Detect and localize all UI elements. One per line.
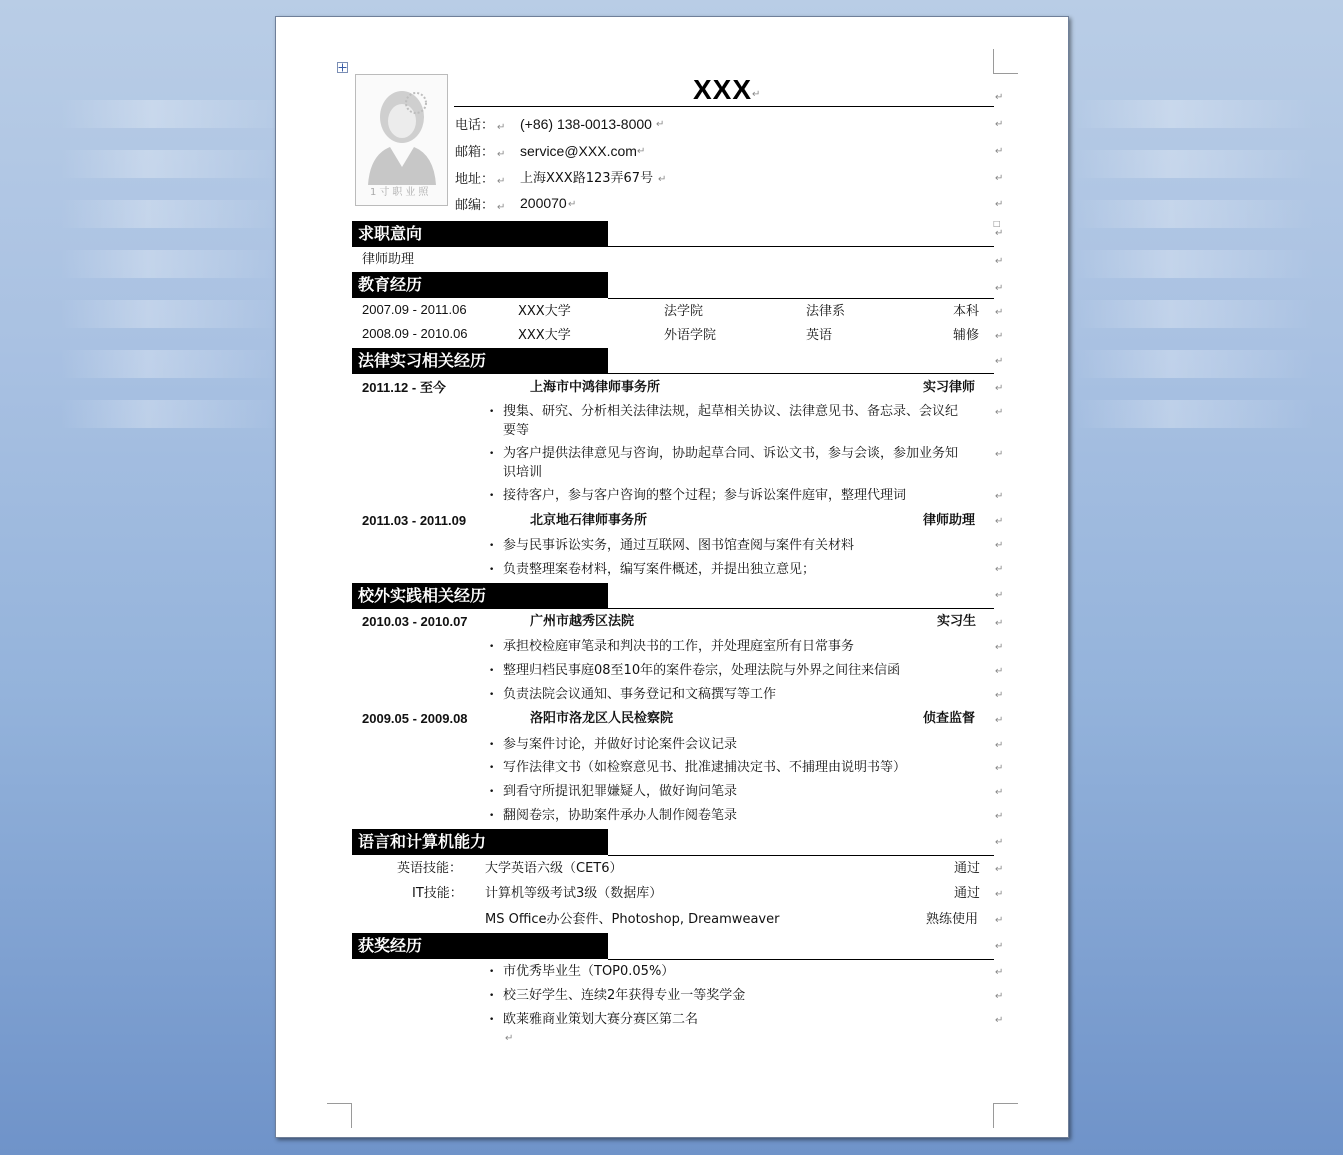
- row-end-mark: ↵: [995, 564, 1004, 575]
- job-item: 参与案件讨论，并做好讨论案件会议记录: [503, 737, 738, 752]
- bullet-icon: •: [489, 991, 495, 1001]
- job-item: 为客户提供法律意见与咨询，协助起草合同、诉讼文书，参与会谈，参加业务知: [503, 446, 959, 461]
- edu-period: 2007.09 - 2011.06: [362, 302, 467, 317]
- job-item: 参与民事诉讼实务，通过互联网、图书馆查阅与案件有关材料: [503, 538, 855, 553]
- row-end-mark: ↵: [995, 119, 1004, 130]
- photo-placeholder: [355, 74, 448, 206]
- row-end-mark: ↵: [995, 307, 1004, 318]
- skill-desc: 大学英语六级（CET6）: [485, 861, 623, 876]
- bullet-icon: •: [489, 642, 495, 652]
- job-org: 上海市中鸿律师事务所: [530, 380, 661, 395]
- bullet-icon: •: [489, 666, 495, 676]
- bullet-icon: •: [489, 491, 495, 501]
- edu-major: 英语: [806, 328, 833, 343]
- skill-label: 英语技能：: [397, 861, 463, 876]
- job-item: 要等: [503, 423, 530, 438]
- edu-major: 法律系: [806, 304, 846, 319]
- award-item: 市优秀毕业生（TOP0.05%）: [503, 964, 675, 979]
- title-underline: [454, 106, 994, 107]
- skill-level: 通过: [954, 886, 981, 901]
- row-end-mark: ↵: [995, 331, 1004, 342]
- job-role: 律师助理: [923, 513, 976, 528]
- job-role: 实习生: [937, 614, 977, 629]
- contact-label: 邮箱：: [455, 145, 495, 160]
- row-end-mark: ↵: [995, 811, 1004, 822]
- row-end-mark: ↵: [995, 449, 1004, 460]
- row-end-mark: ↵: [995, 642, 1004, 653]
- job-item: 写作法律文书（如检察意见书、批准逮捕决定书、不捕理由说明书等）: [503, 760, 907, 775]
- row-end-mark: ↵: [995, 590, 1004, 601]
- edu-school: XXX大学: [518, 328, 571, 343]
- crop-mark-br: [993, 1103, 1018, 1128]
- job-period: 2010.03 - 2010.07: [362, 614, 468, 629]
- row-end-mark: ↵: [995, 540, 1004, 551]
- row-end-mark: ↵: [995, 92, 1004, 103]
- edu-school: XXX大学: [518, 304, 571, 319]
- bullet-icon: •: [489, 1015, 495, 1025]
- job-role: 实习律师: [923, 380, 976, 395]
- photo-caption: 1寸职业照: [370, 187, 432, 198]
- row-end-mark: ↵: [995, 915, 1004, 926]
- skill-desc: MS Office办公套件、Photoshop, Dreamweaver: [485, 912, 780, 927]
- table-move-handle-icon[interactable]: [337, 62, 348, 73]
- section-title-legal: 法律实习相关经历: [358, 351, 487, 370]
- bullet-icon: •: [489, 763, 495, 773]
- job-org: 广州市越秀区法院: [530, 614, 635, 629]
- bullet-icon: •: [489, 565, 495, 575]
- section-title-skills: 语言和计算机能力: [358, 832, 487, 851]
- job-item: 整理归档民事庭08至10年的案件卷宗，处理法院与外界之间往来信函: [503, 663, 901, 678]
- contact-value-phone: (+86) 138-0013-8000: [520, 116, 652, 132]
- crop-mark-bl: [327, 1103, 352, 1128]
- bullet-icon: •: [489, 449, 495, 459]
- row-end-mark: ↵: [995, 618, 1004, 629]
- contact-value-email: service@XXX.com: [520, 143, 637, 159]
- row-end-mark: ↵: [995, 1015, 1004, 1026]
- contact-value-address: 上海XXX路123弄67号: [520, 171, 654, 186]
- row-end-mark: ↵: [995, 491, 1004, 502]
- contact-label: 电话：: [455, 118, 495, 133]
- bullet-icon: •: [489, 740, 495, 750]
- skill-label: IT技能：: [412, 886, 463, 901]
- row-end-mark: ↵: [995, 383, 1004, 394]
- job-org: 北京地石律师事务所: [530, 513, 648, 528]
- bullet-icon: •: [489, 967, 495, 977]
- section-title-education: 教育经历: [358, 275, 423, 294]
- crop-mark-tr: [993, 49, 1018, 74]
- row-end-mark: ↵: [995, 666, 1004, 677]
- bullet-icon: •: [489, 690, 495, 700]
- job-item: 搜集、研究、分析相关法律法规，起草相关协议、法律意见书、备忘录、会议纪: [503, 404, 959, 419]
- edu-period: 2008.09 - 2010.06: [362, 326, 468, 341]
- row-end-mark: ↵: [995, 967, 1004, 978]
- resume-name: XXX: [693, 74, 753, 105]
- section-title-objective: 求职意向: [358, 224, 423, 243]
- row-end-mark: ↵: [995, 516, 1004, 527]
- job-period: 2011.12 - 至今: [362, 380, 446, 395]
- bullet-icon: •: [489, 541, 495, 551]
- job-period: 2009.05 - 2009.08: [362, 711, 468, 726]
- row-end-mark: ↵: [995, 991, 1004, 1002]
- edu-degree: 本科: [953, 304, 980, 319]
- edu-degree: 辅修: [953, 328, 980, 343]
- skill-level: 通过: [954, 861, 981, 876]
- bullet-icon: •: [489, 787, 495, 797]
- row-end-mark: ↵: [995, 356, 1004, 367]
- award-item: 校三好学生、连续2年获得专业一等奖学金: [503, 988, 746, 1003]
- contact-value-zip: 200070: [520, 195, 567, 211]
- row-end-mark: ↵: [995, 690, 1004, 701]
- section-title-awards: 获奖经历: [358, 936, 423, 955]
- job-item: 接待客户，参与客户咨询的整个过程；参与诉讼案件庭审，整理代理词: [503, 488, 907, 503]
- job-item: 承担校检庭审笔录和判决书的工作，并处理庭室所有日常事务: [503, 639, 855, 654]
- row-end-mark: ↵: [995, 283, 1004, 294]
- job-item: 负责法院会议通知、事务登记和文稿撰写等工作: [503, 687, 777, 702]
- row-end-mark: ↵: [995, 173, 1004, 184]
- row-end-mark: ↵: [995, 787, 1004, 798]
- row-end-mark: ↵: [995, 941, 1004, 952]
- row-end-mark: ↵: [995, 199, 1004, 210]
- contact-label: 地址：: [455, 172, 495, 187]
- job-item: 识培训: [503, 465, 543, 480]
- bullet-icon: •: [489, 407, 495, 417]
- award-item: 欧莱雅商业策划大赛分赛区第二名: [503, 1012, 699, 1027]
- job-item: 负责整理案卷材料，编写案件概述，并提出独立意见；: [503, 562, 816, 577]
- job-item: 翻阅卷宗，协助案件承办人制作阅卷笔录: [503, 808, 738, 823]
- section-title-practice: 校外实践相关经历: [358, 586, 487, 605]
- row-end-mark: ↵: [995, 715, 1004, 726]
- job-period: 2011.03 - 2011.09: [362, 513, 467, 528]
- job-item: 到看守所提讯犯罪嫌疑人，做好询问笔录: [503, 784, 738, 799]
- bullet-icon: •: [489, 811, 495, 821]
- edu-college: 法学院: [664, 304, 704, 319]
- contact-label: 邮编：: [455, 198, 495, 213]
- job-role: 侦查监督: [923, 711, 976, 726]
- row-end-mark: ↵: [995, 889, 1004, 900]
- objective-text: 律师助理: [362, 252, 415, 267]
- row-end-mark: ↵: [995, 256, 1004, 267]
- row-end-mark: ↵: [995, 407, 1004, 418]
- row-end-mark: ↵: [995, 146, 1004, 157]
- row-end-mark: ↵: [995, 740, 1004, 751]
- row-end-mark: ↵: [995, 763, 1004, 774]
- row-end-mark: ↵: [995, 837, 1004, 848]
- skill-level: 熟练使用: [926, 912, 979, 927]
- row-end-mark: ↵: [995, 228, 1004, 239]
- skill-desc: 计算机等级考试3级（数据库）: [485, 886, 663, 901]
- job-org: 洛阳市洛龙区人民检察院: [530, 711, 674, 726]
- edu-college: 外语学院: [664, 328, 717, 343]
- row-end-mark: ↵: [995, 864, 1004, 875]
- paragraph-mark: ↵: [752, 89, 761, 100]
